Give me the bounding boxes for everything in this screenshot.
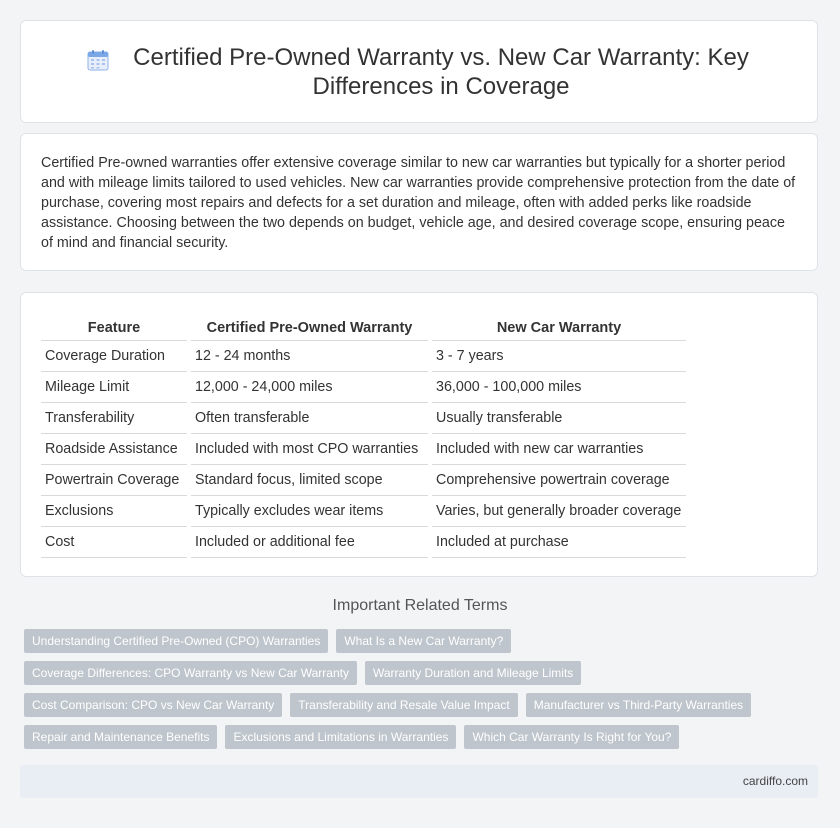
comparison-table: [37, 314, 690, 558]
table-cell: 12,000 - 24,000 miles: [191, 372, 428, 403]
table-cell: 3 - 7 years: [432, 341, 686, 372]
table-row: [41, 434, 686, 465]
title-card: [20, 20, 818, 123]
page-title: Certified Pre-Owned Warranty vs. New Car Warranty: Key Differences in Coverage: [133, 43, 749, 100]
related-term-link[interactable]: Manufacturer vs Third-Party Warranties: [526, 693, 751, 717]
table-row: [41, 465, 686, 496]
footer-site-link[interactable]: cardiffo.com: [742, 774, 808, 788]
header-new: New Car Warranty: [432, 314, 686, 341]
related-term-link[interactable]: Warranty Duration and Mileage Limits: [365, 661, 581, 685]
table-header-row: [41, 314, 686, 341]
table-cell: Included at purchase: [432, 527, 686, 558]
related-terms-heading: Important Related Terms: [332, 597, 508, 614]
related-term-link[interactable]: Exclusions and Limitations in Warranties: [225, 725, 456, 749]
related-terms-list: [24, 629, 824, 749]
table-cell: 12 - 24 months: [191, 341, 428, 372]
table-cell: Powertrain Coverage: [41, 465, 187, 496]
table-cell: Often transferable: [191, 403, 428, 434]
header-cpo: Certified Pre-Owned Warranty: [191, 314, 428, 341]
table-cell: Cost: [41, 527, 187, 558]
table-row: [41, 372, 686, 403]
intro-paragraph: Certified Pre-owned warranties offer extensive coverage similar to new car warranties but typically for a shorter period and with mileage limits tailored to used vehicles. New car warranties provide comprehensive protection from the date of purchase, covering most repairs and defects for a set duration and mileage, often with added perks like roadside assistance. Choosing between the two depends on budget, vehicle age, and desired coverage scope, ensuring peace of mind and financial security.: [41, 155, 796, 251]
table-row: [41, 527, 686, 558]
related-term-link[interactable]: Repair and Maintenance Benefits: [24, 725, 217, 749]
related-term-link[interactable]: Transferability and Resale Value Impact: [290, 693, 517, 717]
table-cell: Coverage Duration: [41, 341, 187, 372]
table-cell: Included or additional fee: [191, 527, 428, 558]
table-cell: Included with most CPO warranties: [191, 434, 428, 465]
table-row: [41, 496, 686, 527]
footer: [20, 765, 818, 798]
table-cell: Standard focus, limited scope: [191, 465, 428, 496]
related-term-link[interactable]: Coverage Differences: CPO Warranty vs New Car Warranty: [24, 661, 357, 685]
table-cell: Comprehensive powertrain coverage: [432, 465, 686, 496]
comparison-card: [20, 292, 818, 577]
related-term-link[interactable]: Which Car Warranty Is Right for You?: [464, 725, 679, 749]
table-cell: Mileage Limit: [41, 372, 187, 403]
table-row: [41, 403, 686, 434]
table-cell: Transferability: [41, 403, 187, 434]
related-term-link[interactable]: Cost Comparison: CPO vs New Car Warranty: [24, 693, 282, 717]
table-cell: Exclusions: [41, 496, 187, 527]
table-cell: Usually transferable: [432, 403, 686, 434]
table-cell: Roadside Assistance: [41, 434, 187, 465]
table-row: [41, 341, 686, 372]
table-cell: 36,000 - 100,000 miles: [432, 372, 686, 403]
table-cell: Included with new car warranties: [432, 434, 686, 465]
calendar-icon: [87, 49, 109, 71]
related-term-link[interactable]: What Is a New Car Warranty?: [336, 629, 511, 653]
related-term-link[interactable]: Understanding Certified Pre-Owned (CPO) Warranties: [24, 629, 328, 653]
table-cell: Typically excludes wear items: [191, 496, 428, 527]
title-wrap: [69, 43, 769, 101]
intro-card: [20, 133, 818, 271]
table-cell: Varies, but generally broader coverage: [432, 496, 686, 527]
header-feature: Feature: [41, 314, 187, 341]
